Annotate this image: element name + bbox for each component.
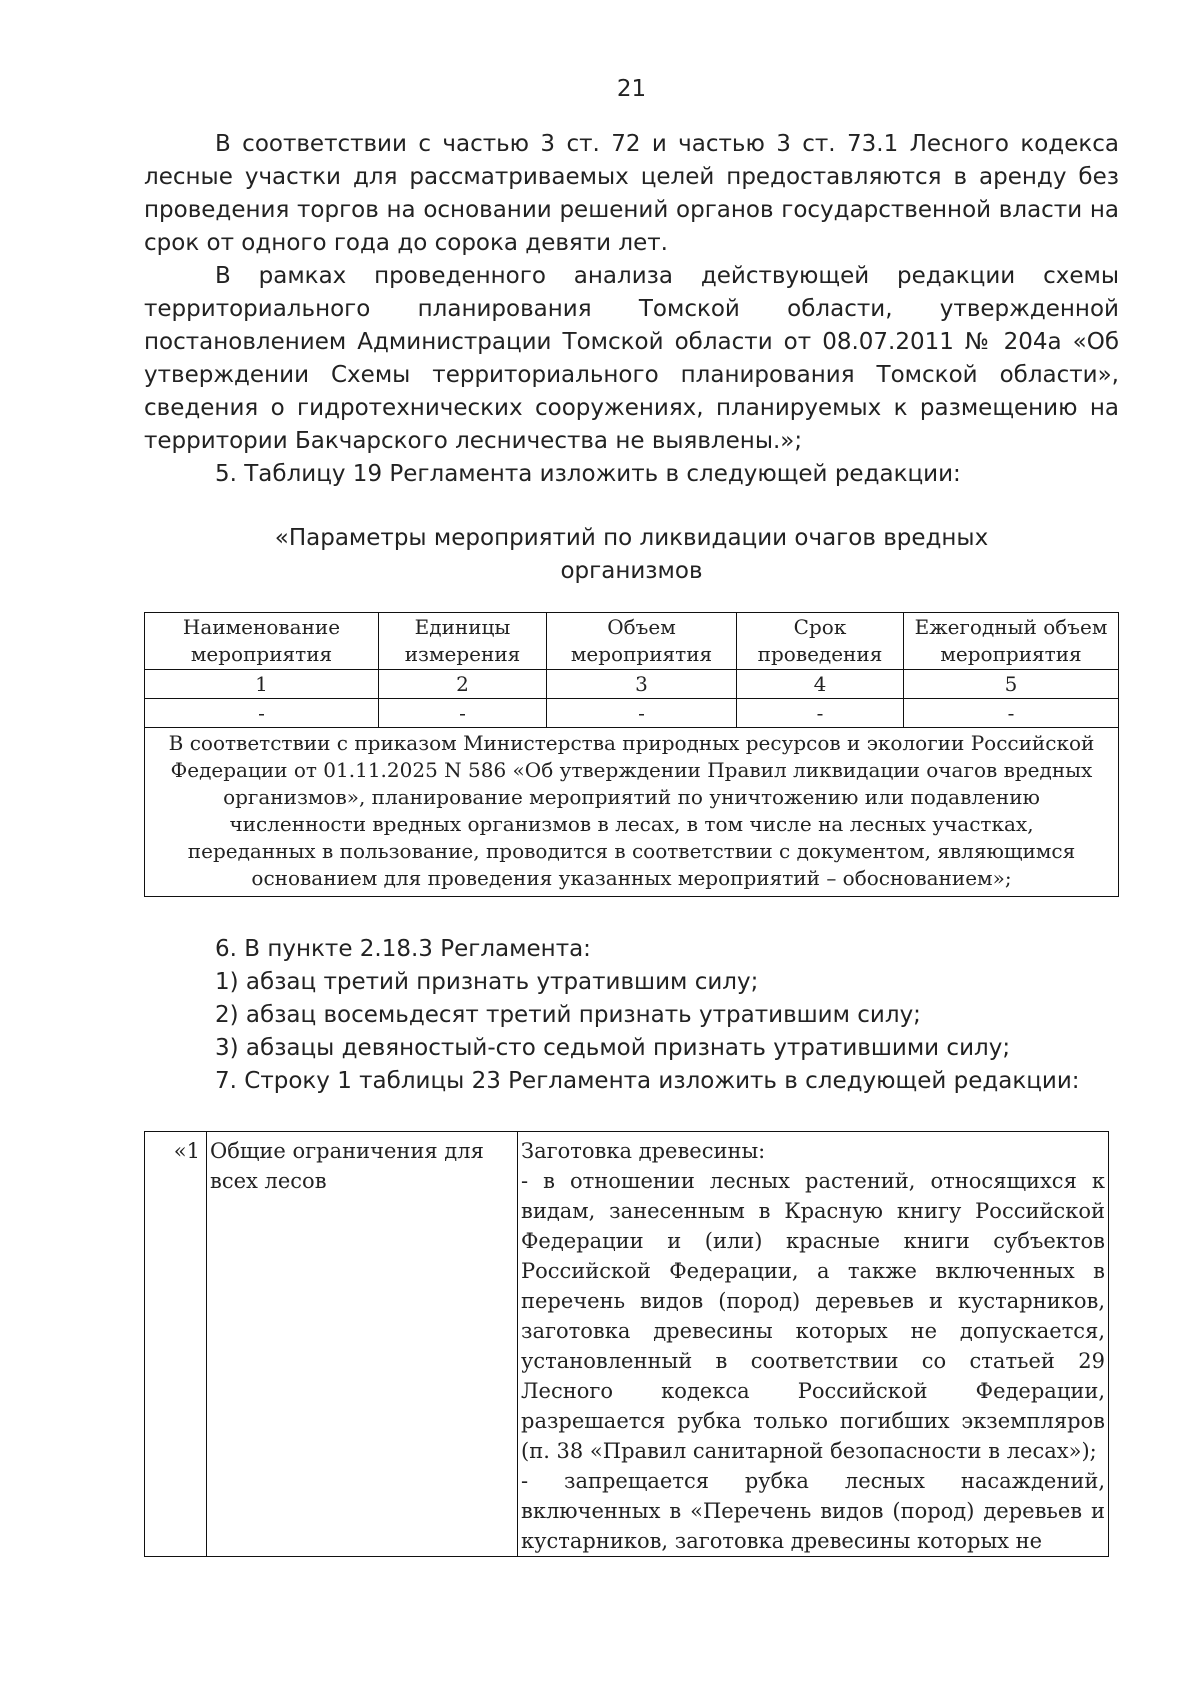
number-cell: 3 xyxy=(547,670,737,699)
paragraph-item-7: 7. Строку 1 таблицы 23 Регламента изложить в следующей редакции: xyxy=(215,1068,1080,1094)
restriction-name-cell: Общие ограничения для всех лесов xyxy=(207,1132,518,1557)
table-23-row-1 xyxy=(144,1131,1109,1557)
table-cell: - xyxy=(737,699,904,728)
restriction-item: - в отношении лесных растений, относящихся к видам, занесенным в Красную книгу Российской Федерации и (или) красные книги субъектов Российской Федерации, а также включенных в перечень видов (пород) деревьев и кустарников, заготовка древесины которых не допускается, установленный в соответствии со статьей 29 Лесного кодекса Российской Федерации, разрешается рубка только погибших экземпляров (п. 38 «Правил санитарной безопасности в лесах»); xyxy=(521,1169,1105,1463)
header-cell: Единицы измерения xyxy=(379,613,547,670)
table-row xyxy=(145,699,1119,728)
list-item: 1) абзац третий признать утратившим силу; xyxy=(215,969,759,995)
paragraph-item-5: 5. Таблицу 19 Регламента изложить в следующей редакции: xyxy=(215,461,961,487)
table-header-row xyxy=(145,613,1119,670)
table-row xyxy=(145,1132,1109,1557)
table-note-row xyxy=(145,728,1119,897)
number-cell: 5 xyxy=(904,670,1119,699)
table-cell: - xyxy=(547,699,737,728)
header-cell: Срок проведения xyxy=(737,613,904,670)
row-number-cell: «1 xyxy=(145,1132,207,1557)
paragraph-territorial-planning: В рамках проведенного анализа действующей редакции схемы территориального планирования Томской области, утвержденной постановлением Администрации Томской области от 08.07.2011 № 204а «Об утверждении Схемы территориального планирования Томской области», сведения о гидротехнических сооружениях, планируемых к размещению на территории Бакчарского лесничества не выявлены.»; xyxy=(144,263,1119,454)
number-cell: 4 xyxy=(737,670,904,699)
list-item: 2) абзац восемьдесят третий признать утратившим силу; xyxy=(215,1002,921,1028)
header-cell: Наименование мероприятия xyxy=(145,613,379,670)
page-number: 21 xyxy=(616,76,647,102)
header-cell: Объем мероприятия xyxy=(547,613,737,670)
table-19-title: «Параметры мероприятий по ликвидации очагов вредных организмов xyxy=(274,525,989,584)
amendments-list xyxy=(144,933,1119,1098)
table-cell: - xyxy=(904,699,1119,728)
table-number-row xyxy=(145,670,1119,699)
restriction-heading: Заготовка древесины: xyxy=(521,1139,766,1163)
number-cell: 2 xyxy=(379,670,547,699)
header-cell: Ежегодный объем мероприятия xyxy=(904,613,1119,670)
paragraph-lease-terms: В соответствии с частью 3 ст. 72 и частью 3 ст. 73.1 Лесного кодекса лесные участки для рассматриваемых целей предоставляются в аренду без проведения торгов на основании решений органов государственной власти на срок от одного года до сорока девяти лет. xyxy=(144,131,1119,256)
number-cell: 1 xyxy=(145,670,379,699)
list-item: 3) абзацы девяностый-сто седьмой признать утратившими силу; xyxy=(215,1035,1011,1061)
table-cell: - xyxy=(379,699,547,728)
table-19 xyxy=(144,612,1119,897)
paragraph-item-6: 6. В пункте 2.18.3 Регламента: xyxy=(215,936,591,962)
table-note: В соответствии с приказом Министерства природных ресурсов и экологии Российской Федерации от 01.11.2025 N 586 «Об утверждении Правил ликвидации очагов вредных организмов», планирование мероприятий по уничтожению или подавлению численности вредных организмов в лесах, в том числе на лесных участках, переданных в пользование, проводится в соответствии с документом, являющимся основанием для проведения указанных мероприятий – обоснованием»; xyxy=(145,728,1119,897)
restriction-text-cell xyxy=(518,1132,1109,1557)
restriction-item: - запрещается рубка лесных насаждений, включенных в «Перечень видов (пород) деревьев и кустарников, заготовка древесины которых не xyxy=(521,1469,1105,1553)
table-cell: - xyxy=(145,699,379,728)
